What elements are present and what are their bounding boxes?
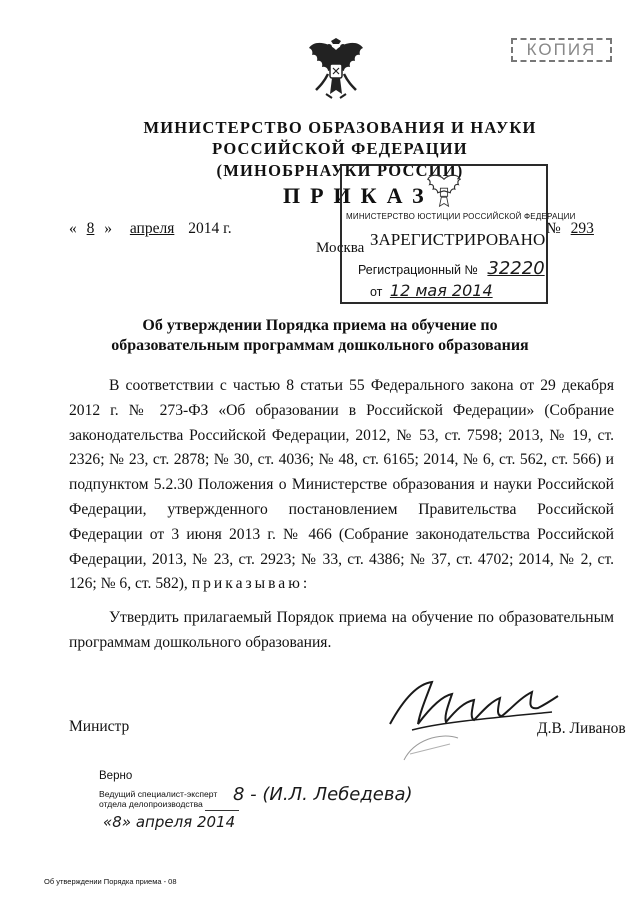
certification-date: «8» апреля 2014 [103,813,236,831]
ministry-name-line2: РОССИЙСКОЙ ФЕДЕРАЦИИ [212,139,468,158]
signatory-position: Министр [69,718,130,735]
stamp-ministry-name: МИНИСТЕРСТВО ЮСТИЦИИ РОССИЙСКОЙ ФЕДЕРАЦИИ [346,212,576,221]
order-number-label: № [546,220,561,237]
certification-verno: Верно [99,770,133,782]
body-paragraph-1 [69,374,614,597]
faint-stamp-mark [400,730,462,764]
order-number [546,220,600,238]
certifier-signature-line [205,810,239,811]
body-paragraph-2: Утвердить прилагаемый Порядок приема на обучение по образовательным программам дошкольного образования. [69,609,614,651]
order-word: приказываю: [191,575,311,593]
stamp-registration-number [358,258,545,279]
certifier-position-line2: отдела делопроизводства [99,799,203,809]
document-type-heading: ПРИКАЗ [283,183,434,208]
stamp-reg-label: Регистрационный № [358,263,478,277]
date-day: 8 [86,220,95,237]
order-number-value: 293 [570,220,594,237]
page-footer: Об утверждении Порядка приема - 08 [44,877,177,886]
date-month: апреля [129,220,175,237]
stamp-date-prefix: от [370,285,383,299]
certifier-position-line1: Ведущий специалист-эксперт [99,789,218,799]
ministry-short-name: (МИНОБРНАУКИ РОССИИ) [216,161,464,180]
order-title: Об утверждении Порядка приема на обучение по образовательным программам дошкольного образования [111,317,529,354]
registration-stamp [340,164,576,304]
signatory-name: Д.В. Ливанов [537,720,626,737]
stamp-date-handwritten: 12 мая 2014 [389,281,493,300]
stamp-registered-label: ЗАРЕГИСТРИРОВАНО [370,230,546,249]
city-name: Москва [316,240,365,256]
date-year: 2014 г. [188,220,232,237]
date-close-quote: » [104,220,112,237]
stamp-reg-number: 32220 [487,258,545,279]
ministry-name-line1: МИНИСТЕРСТВО ОБРАЗОВАНИЯ И НАУКИ [143,118,537,137]
copy-stamp: КОПИЯ [511,38,612,62]
order-body [69,374,614,656]
stamp-emblem-icon [426,172,462,208]
order-date [69,220,232,238]
date-open-quote: « [69,220,77,237]
certifier-signature: 8 - (И.Л. Лебедева) [233,784,413,805]
stamp-registration-date [370,281,493,300]
coat-of-arms-emblem [306,38,366,100]
body-paragraph-1-text: В соответствии с частью 8 статьи 55 Федерального закона от 29 декабря 2012 г. № 273-ФЗ «Об образовании в Российской Федерации» (Собрание законодательства Российской Федерации, 2012, № 53, ст. 7598; 2013, № 19, ст. 2326; № 23, ст. 2878; № 30, ст. 4036; № 48, ст. 6165; 2014, № 6, ст. 562, ст. 566) и подпунктом 5.2.30 Положения о Министерстве образования и науки Российской Федерации, утвержденного постановлением Правительства Российской Федерации от 3 июня 2013 г. № 466 (Собрание законодательства Российской Федерации, 2013, № 23, ст. 2923; № 33, ст. 4386; № 37, ст. 4702; 2014, № 2, ст. 126; № 6, ст. 582), [69,377,614,593]
